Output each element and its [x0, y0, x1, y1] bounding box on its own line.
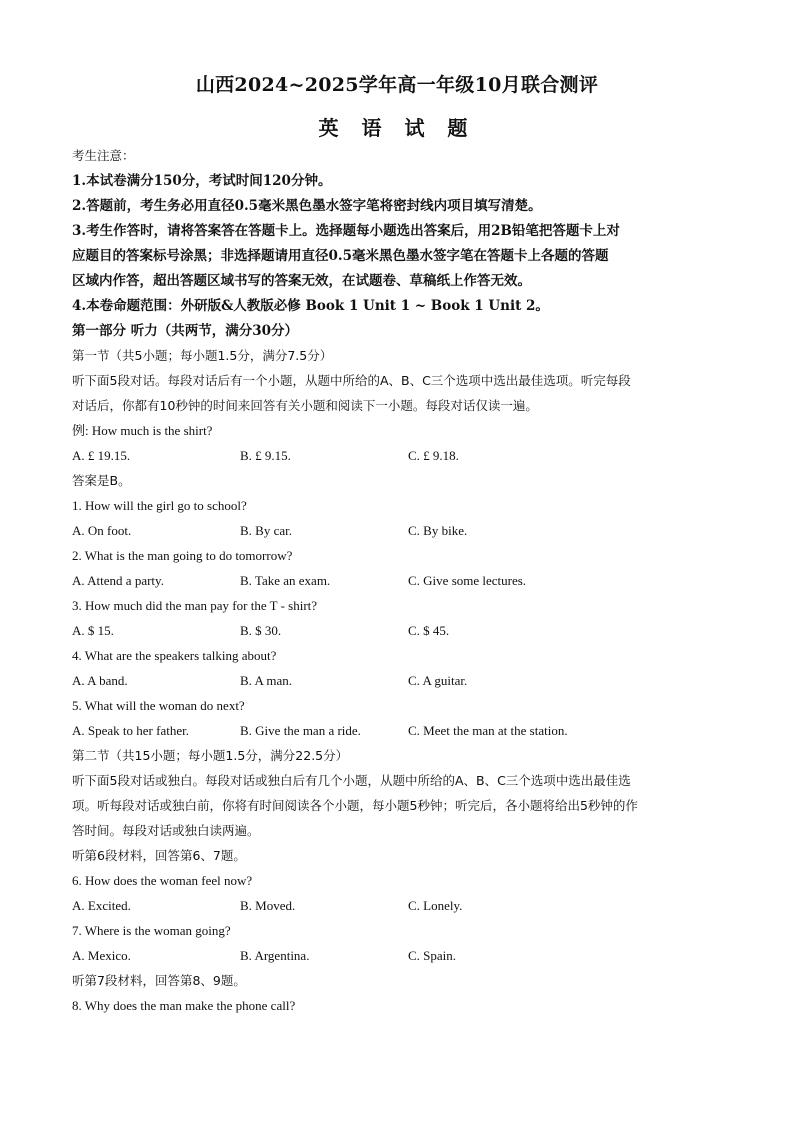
instructions: 答时间。每段对话或独白读两遍。 — [72, 823, 260, 838]
option-c: C. Meet the man at the station. — [408, 723, 568, 738]
notice-item: 区域内作答，超出答题区域书写的答案无效，在试题卷、草稿纸上作答无效。 — [72, 273, 531, 289]
option-a: A. A band. — [72, 673, 128, 688]
option-a: A. $ 15. — [72, 623, 114, 638]
option-c: C. £ 9.18. — [408, 448, 459, 463]
section-heading: 第一节（共5小题；每小题1.5分，满分7.5分） — [72, 348, 333, 363]
question: 1. How will the girl go to school? — [72, 498, 247, 513]
question: 6. How does the woman feel now? — [72, 873, 253, 888]
option-c: C. Lonely. — [408, 898, 463, 913]
instructions: 听下面5段对话或独白。每段对话或独白后有几个小题，从题中所给的A、B、C三个选项中选出最佳选 — [72, 773, 631, 788]
question: 7. Where is the woman going? — [72, 923, 231, 938]
question: 8. Why does the man make the phone call? — [72, 998, 296, 1013]
notice-item: 2.答题前，考生务必用直径0.5毫米黑色墨水签字笔将密封线内项目填写清楚。 — [72, 198, 542, 214]
option-c: C. By bike. — [408, 523, 468, 538]
instructions: 对话后，你都有10秒钟的时间来回答有关小题和阅读下一小题。每段对话仅读一遍。 — [72, 398, 538, 413]
notice-item: 3.考生作答时，请将答案答在答题卡上。选择题每小题选出答案后，用2B铅笔把答题卡上对 — [72, 223, 620, 239]
notice-item: 1.本试卷满分150分，考试时间120分钟。 — [72, 173, 332, 189]
option-b: B. By car. — [240, 523, 292, 538]
instructions: 听下面5段对话。每段对话后有一个小题，从题中所给的A、B、C三个选项中选出最佳选项。听完每段 — [72, 373, 631, 388]
question: 3. How much did the man pay for the T - shirt? — [72, 598, 318, 613]
instructions: 项。听每段对话或独白前，你将有时间阅读各个小题，每小题5秒钟；听完后，各小题将给出5秒钟的作 — [72, 798, 638, 813]
exam-title: 山西2024~2025学年高一年级10月联合测评 — [195, 74, 599, 96]
option-b: B. $ 30. — [240, 623, 282, 638]
option-b: B. Argentina. — [240, 948, 310, 963]
option-b: B. Take an exam. — [240, 573, 331, 588]
option-a: A. Excited. — [72, 898, 131, 913]
option-b: B. Give the man a ride. — [240, 723, 361, 738]
notice-item: 应题目的答案标号涂黑；非选择题请用直径0.5毫米黑色墨水签字笔在答题卡上各题的答题 — [72, 248, 609, 264]
option-a: A. On foot. — [72, 523, 132, 538]
section-heading: 第二节（共15小题；每小题1.5分，满分22.5分） — [72, 748, 349, 763]
part-heading: 第一部分 听力（共两节，满分30分） — [72, 323, 298, 339]
option-a: A. Speak to her father. — [72, 723, 189, 738]
option-b: B. Moved. — [240, 898, 296, 913]
option-a: A. £ 19.15. — [72, 448, 131, 463]
option-a: A. Attend a party. — [72, 573, 164, 588]
option-c: C. A guitar. — [408, 673, 468, 688]
material-heading: 听第6段材料，回答第6、7题。 — [72, 848, 246, 863]
example-answer: 答案是B。 — [72, 473, 131, 488]
option-a: A. Mexico. — [72, 948, 131, 963]
exam-subtitle: 英 语 试 题 — [318, 116, 476, 140]
material-heading: 听第7段材料，回答第8、9题。 — [72, 973, 246, 988]
question: 4. What are the speakers talking about? — [72, 648, 277, 663]
option-c: C. $ 45. — [408, 623, 450, 638]
example-question: 例: How much is the shirt? — [72, 423, 213, 438]
question: 5. What will the woman do next? — [72, 698, 245, 713]
option-b: B. A man. — [240, 673, 293, 688]
question: 2. What is the man going to do tomorrow? — [72, 548, 293, 563]
notice-item: 4.本卷命题范围：外研版&人教版必修 Book 1 Unit 1 ~ Book 1 Unit 2。 — [72, 298, 549, 314]
option-c: C. Spain. — [408, 948, 457, 963]
notice-heading: 考生注意： — [72, 148, 135, 163]
option-b: B. £ 9.15. — [240, 448, 291, 463]
option-c: C. Give some lectures. — [408, 573, 527, 588]
